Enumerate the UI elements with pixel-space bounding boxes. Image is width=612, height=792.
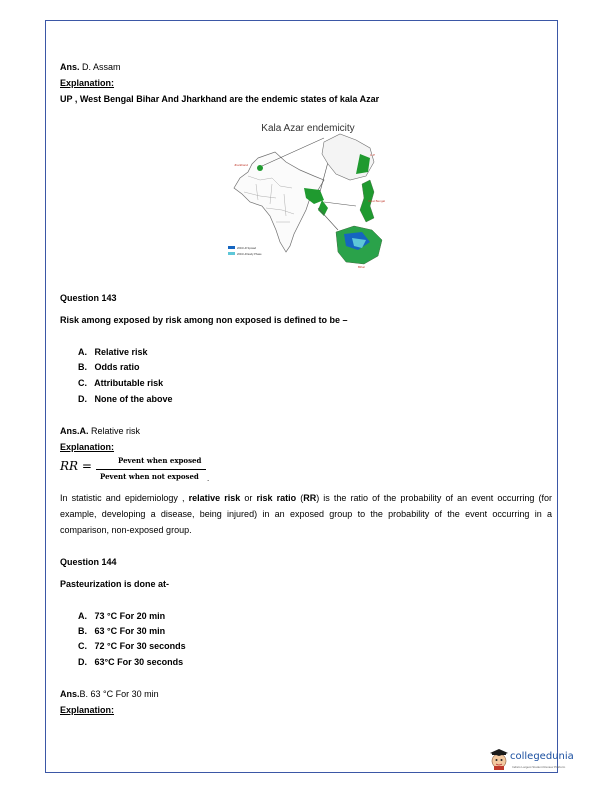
figure-title: Kala Azar endemicity <box>261 123 355 134</box>
paragraph-text: ( <box>296 493 304 503</box>
answer-142 <box>60 62 121 73</box>
explanation-text: UP , West Bengal Bihar And Jharkhand are the endemic states of kala Azar <box>60 94 380 104</box>
q143-option-b: B. Odds ratio <box>78 362 140 372</box>
formula-numerator: Pevent when exposed <box>118 456 202 465</box>
answer-value: D. Assam <box>79 62 121 72</box>
bold-term: RR <box>303 493 317 503</box>
legend-swatch-spread <box>228 246 235 249</box>
formula-period: . <box>207 474 210 483</box>
q143-option-a: A. Relative risk <box>78 347 148 357</box>
fraction-bar <box>96 469 206 470</box>
kala-azar-figure <box>220 118 400 273</box>
answer-prefix: Ans.A. <box>60 426 89 436</box>
answer-143 <box>60 426 140 437</box>
q144-option-a: A. 73 °C For 20 min <box>78 611 166 621</box>
bold-term: relative risk <box>188 493 241 503</box>
q143-option-c: C. Attributable risk <box>78 378 164 388</box>
q144-option-d: D. 63°C For 30 seconds <box>78 657 184 667</box>
explanation-label: Explanation: <box>60 78 115 88</box>
label-bihar: Bihar <box>358 265 366 269</box>
legend-early: 2004 LR Early Phase <box>237 253 262 256</box>
question-143-text: Risk among exposed by risk among non exposed is defined to be – <box>60 315 348 325</box>
logo-name: collegedunia <box>510 751 574 762</box>
formula-denominator: Pevent when not exposed <box>100 472 199 481</box>
bold-term: risk ratio <box>256 493 297 503</box>
answer-144 <box>60 689 159 700</box>
answer-prefix: Ans. <box>60 62 80 72</box>
explanation-label: Explanation: <box>60 442 115 452</box>
label-west-bengal: West Bengal <box>368 199 385 203</box>
question-143-heading: Question 143 <box>60 293 117 303</box>
answer-value: B. 63 °C For 30 min <box>79 689 159 699</box>
label-up: U.P <box>370 153 376 157</box>
question-144-text: Pasteurization is done at- <box>60 579 170 589</box>
formula-lhs: RR = <box>60 459 92 473</box>
answer-value: Relative risk <box>88 426 141 436</box>
graduation-mascot-icon <box>488 748 510 770</box>
logo-tagline: India's Largest Student Review Platform <box>512 765 566 769</box>
q144-option-b: B. 63 °C For 30 min <box>78 626 166 636</box>
answer-prefix: Ans. <box>60 689 80 699</box>
collegedunia-logo[interactable] <box>488 748 574 772</box>
india-map <box>234 152 324 252</box>
q143-option-d: D. None of the above <box>78 394 173 404</box>
paragraph-text: In statistic and epidemiology , <box>60 493 189 503</box>
explanation-label: Explanation: <box>60 705 115 715</box>
relative-risk-paragraph <box>60 490 552 538</box>
question-144-heading: Question 144 <box>60 557 117 567</box>
label-jharkhand: Jharkhand <box>234 163 249 167</box>
legend-spread: 2004 LR Spread <box>237 247 256 250</box>
paragraph-text: or <box>240 493 257 503</box>
legend-swatch-early <box>228 252 235 255</box>
paragraph-text: ) is the ratio of the probability of an event occurring (for example, developing a disease, being injured) in an exposed group to the probability of the event occurring in a comparison, non-exposed group. <box>60 493 552 535</box>
q144-option-c: C. 72 °C For 30 seconds <box>78 641 186 651</box>
